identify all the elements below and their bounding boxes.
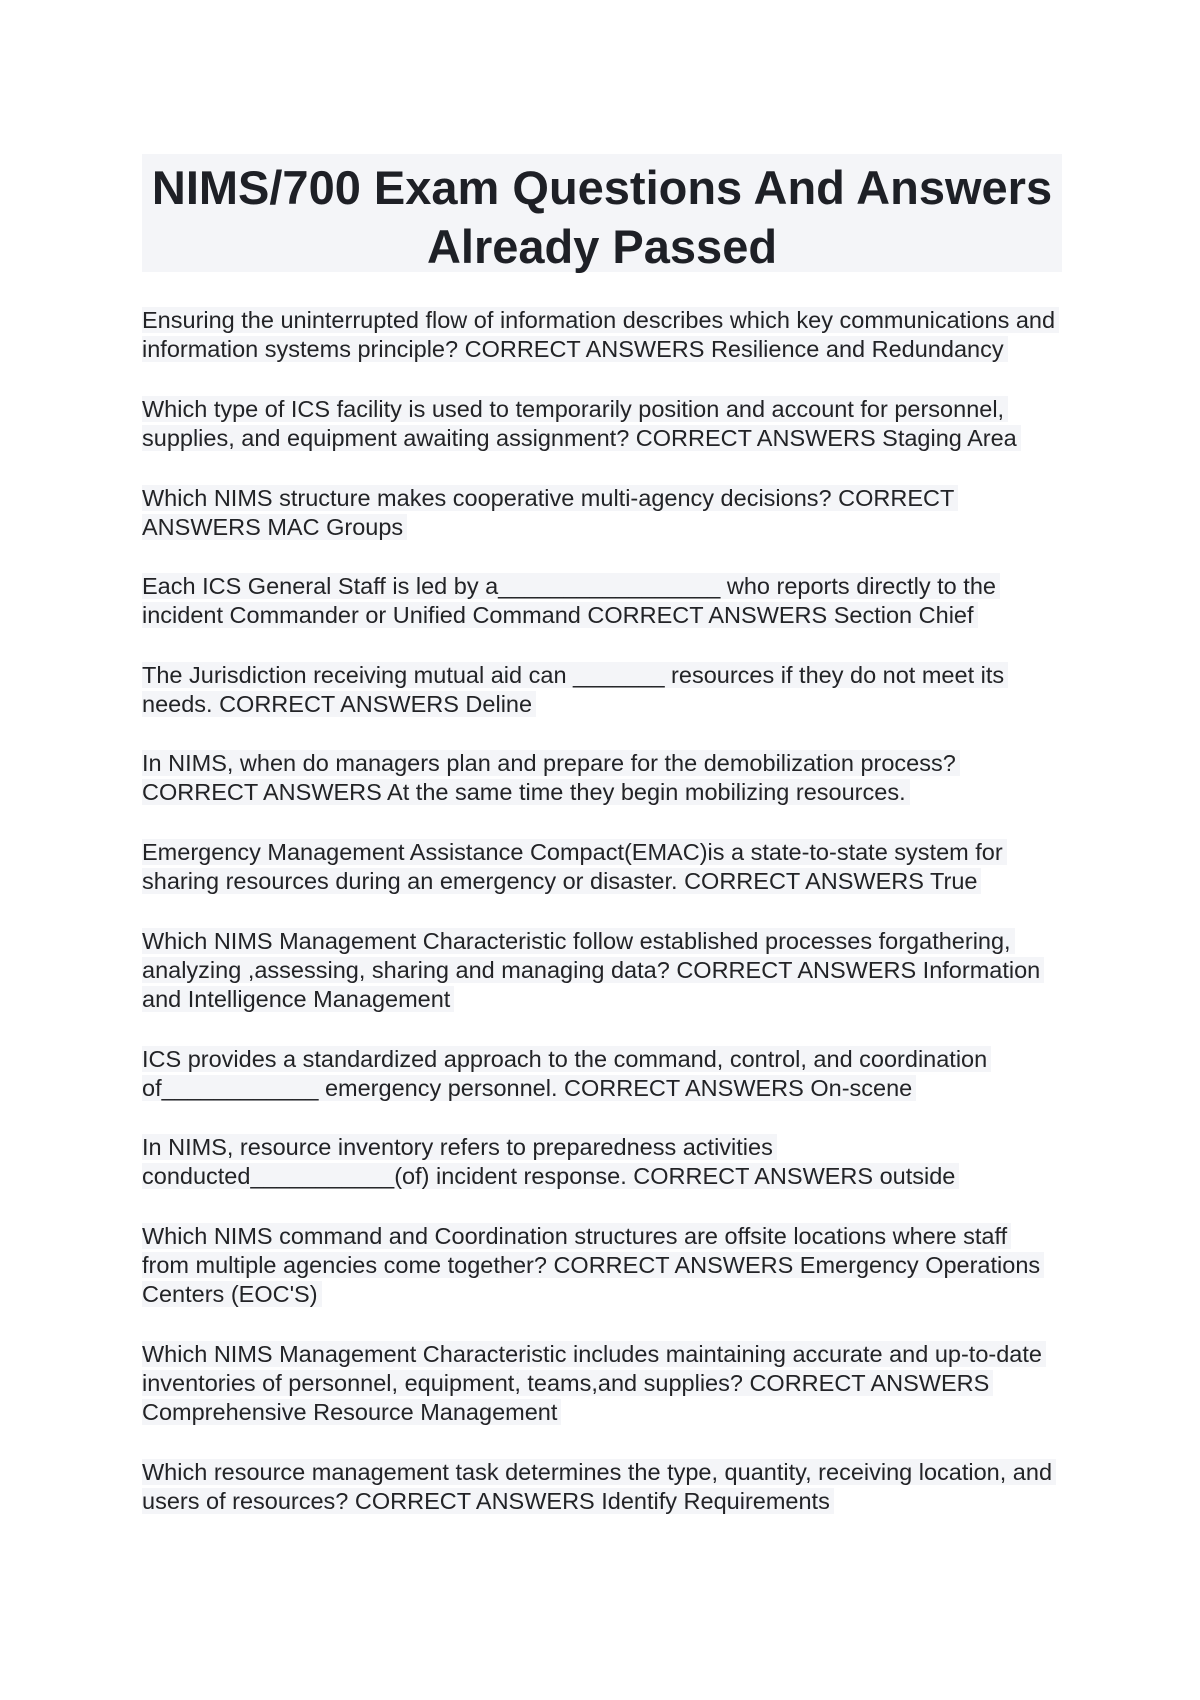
qa-line bbox=[142, 927, 1072, 956]
qa-line bbox=[142, 956, 1072, 985]
qa-line bbox=[142, 484, 1072, 513]
qa-line-text: Which type of ICS facility is used to temporarily position and account for personnel, bbox=[142, 396, 1008, 422]
qa-line-text: Each ICS General Staff is led by a_________________ who reports directly to the bbox=[142, 573, 1000, 599]
qa-item bbox=[142, 395, 1072, 453]
qa-line bbox=[142, 1280, 1072, 1309]
qa-line-text: users of resources? CORRECT ANSWERS Identify Requirements bbox=[142, 1488, 834, 1514]
qa-line bbox=[142, 395, 1072, 424]
qa-line-text: Comprehensive Resource Management bbox=[142, 1399, 561, 1425]
qa-line bbox=[142, 1458, 1072, 1487]
qa-line bbox=[142, 1369, 1072, 1398]
qa-line bbox=[142, 749, 1072, 778]
qa-line-text: Ensuring the uninterrupted flow of information describes which key communications and bbox=[142, 307, 1059, 333]
qa-line-text: In NIMS, resource inventory refers to preparedness activities bbox=[142, 1134, 777, 1160]
qa-line bbox=[142, 1340, 1072, 1369]
qa-item bbox=[142, 1222, 1072, 1309]
qa-line bbox=[142, 306, 1072, 335]
qa-item bbox=[142, 572, 1072, 630]
qa-item bbox=[142, 1340, 1072, 1427]
qa-item bbox=[142, 484, 1072, 542]
qa-line-text: information systems principle? CORRECT ANSWERS Resilience and Redundancy bbox=[142, 336, 1008, 362]
qa-line bbox=[142, 1133, 1072, 1162]
qa-line-text: The Jurisdiction receiving mutual aid can _______ resources if they do not meet its bbox=[142, 662, 1008, 688]
qa-line-text: Emergency Management Assistance Compact(EMAC)is a state-to-state system for bbox=[142, 839, 1007, 865]
title-block bbox=[142, 154, 1062, 272]
qa-line-text: ICS provides a standardized approach to the command, control, and coordination bbox=[142, 1046, 991, 1072]
qa-line bbox=[142, 335, 1072, 364]
qa-line-text: and Intelligence Management bbox=[142, 986, 454, 1012]
qa-line bbox=[142, 1251, 1072, 1280]
qa-line bbox=[142, 661, 1072, 690]
qa-line-text: analyzing ,assessing, sharing and managing data? CORRECT ANSWERS Information bbox=[142, 957, 1044, 983]
qa-line-text: Which NIMS structure makes cooperative multi-agency decisions? CORRECT bbox=[142, 485, 958, 511]
title-line-2: Already Passed bbox=[426, 220, 778, 273]
page-title bbox=[142, 154, 1062, 276]
qa-line bbox=[142, 838, 1072, 867]
qa-line-text: supplies, and equipment awaiting assignment? CORRECT ANSWERS Staging Area bbox=[142, 425, 1021, 451]
qa-line bbox=[142, 1487, 1072, 1516]
qa-line bbox=[142, 690, 1072, 719]
qa-item bbox=[142, 1045, 1072, 1103]
qa-line bbox=[142, 1162, 1072, 1191]
qa-item bbox=[142, 1458, 1072, 1516]
qa-line-text: sharing resources during an emergency or disaster. CORRECT ANSWERS True bbox=[142, 868, 981, 894]
qa-line-text: conducted___________(of) incident response. CORRECT ANSWERS outside bbox=[142, 1163, 959, 1189]
qa-item bbox=[142, 838, 1072, 896]
qa-line-text: In NIMS, when do managers plan and prepare for the demobilization process? bbox=[142, 750, 960, 776]
qa-line bbox=[142, 1222, 1072, 1251]
qa-line bbox=[142, 985, 1072, 1014]
qa-line bbox=[142, 1074, 1072, 1103]
qa-item bbox=[142, 927, 1072, 1014]
qa-line-text: Which NIMS Management Characteristic follow established processes forgathering, bbox=[142, 928, 1015, 954]
qa-item bbox=[142, 661, 1072, 719]
qa-line-text: of____________ emergency personnel. CORRECT ANSWERS On-scene bbox=[142, 1075, 916, 1101]
qa-line-text: Centers (EOC'S) bbox=[142, 1281, 322, 1307]
qa-line-text: ANSWERS MAC Groups bbox=[142, 514, 407, 540]
qa-line-text: Which NIMS command and Coordination structures are offsite locations where staff bbox=[142, 1223, 1011, 1249]
qa-line bbox=[142, 424, 1072, 453]
qa-line-text: Which NIMS Management Characteristic includes maintaining accurate and up-to-date bbox=[142, 1341, 1046, 1367]
qa-line-text: Which resource management task determines the type, quantity, receiving location, and bbox=[142, 1459, 1056, 1485]
qa-line bbox=[142, 1398, 1072, 1427]
qa-item bbox=[142, 1133, 1072, 1191]
qa-line bbox=[142, 572, 1072, 601]
qa-item bbox=[142, 749, 1072, 807]
qa-line bbox=[142, 867, 1072, 896]
qa-line bbox=[142, 778, 1072, 807]
qa-line bbox=[142, 513, 1072, 542]
qa-item bbox=[142, 306, 1072, 364]
qa-line-text: needs. CORRECT ANSWERS Deline bbox=[142, 691, 536, 717]
qa-line-text: from multiple agencies come together? CORRECT ANSWERS Emergency Operations bbox=[142, 1252, 1044, 1278]
qa-line bbox=[142, 601, 1072, 630]
qa-line-text: inventories of personnel, equipment, teams,and supplies? CORRECT ANSWERS bbox=[142, 1370, 993, 1396]
qa-line-text: incident Commander or Unified Command CORRECT ANSWERS Section Chief bbox=[142, 602, 978, 628]
qa-line-text: CORRECT ANSWERS At the same time they begin mobilizing resources. bbox=[142, 779, 910, 805]
qa-line bbox=[142, 1045, 1072, 1074]
title-line-1: NIMS/700 Exam Questions And Answers bbox=[151, 161, 1053, 214]
